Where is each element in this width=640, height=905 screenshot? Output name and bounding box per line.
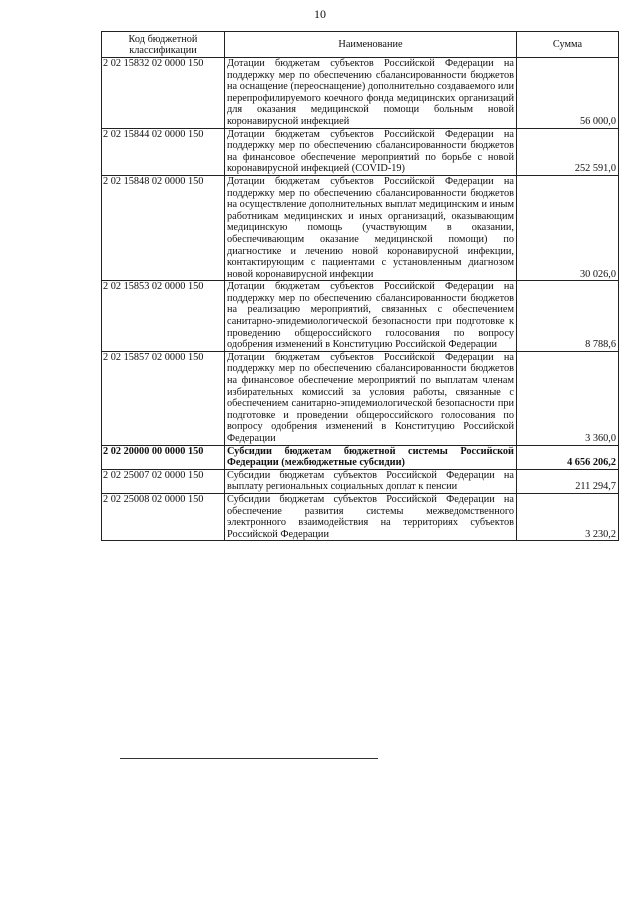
table-row xyxy=(102,469,619,493)
row-code: 2 02 15832 02 0000 150 xyxy=(102,58,225,129)
row-sum: 3 360,0 xyxy=(517,351,619,445)
footer-rule xyxy=(120,758,378,759)
table-row xyxy=(102,493,619,540)
row-code: 2 02 15848 02 0000 150 xyxy=(102,175,225,280)
row-code: 2 02 15853 02 0000 150 xyxy=(102,281,225,352)
header-sum: Сумма xyxy=(517,32,619,58)
row-code: 2 02 15857 02 0000 150 xyxy=(102,351,225,445)
table-row xyxy=(102,128,619,175)
header-name: Наименование xyxy=(225,32,517,58)
row-sum: 30 026,0 xyxy=(517,175,619,280)
row-sum: 56 000,0 xyxy=(517,58,619,129)
table-row-subtotal xyxy=(102,445,619,469)
row-name: Субсидии бюджетам субъектов Российской Федерации на обеспечение развития системы межведомственного электронного взаимодействия на территориях субъектов Российской Федерации xyxy=(225,493,517,540)
row-sum: 3 230,2 xyxy=(517,493,619,540)
row-sum: 211 294,7 xyxy=(517,469,619,493)
table-row xyxy=(102,58,619,129)
row-code: 2 02 25007 02 0000 150 xyxy=(102,469,225,493)
row-name: Субсидии бюджетам бюджетной системы Российской Федерации (межбюджетные субсидии) xyxy=(225,445,517,469)
row-name: Дотации бюджетам субъектов Российской Федерации на поддержку мер по обеспечению сбалансированности бюджетов на реализацию мероприятий, связанных с обеспечением санитарно-эпидемиологической безопасности при подготовке к проведению общероссийского голосования по вопросу одобрения изменений в Конституцию Российской Федерации xyxy=(225,281,517,352)
row-name: Дотации бюджетам субъектов Российской Федерации на поддержку мер по обеспечению сбалансированности бюджетов на осуществление дополнительных выплат медицинским и иным работникам медицинских и иных организаций, оказывающим медицинскую помощь (участвующим в оказании, обеспечивающим оказание медицинской помощи) по диагностике и лечению новой коронавирусной инфекции, контактирующим с пациентами с установленным диагнозом новой коронавирусной инфекции xyxy=(225,175,517,280)
row-sum: 252 591,0 xyxy=(517,128,619,175)
row-name: Дотации бюджетам субъектов Российской Федерации на поддержку мер по обеспечению сбалансированности бюджетов на финансовое обеспечение мероприятий по борьбе с новой коронавирусной инфекцией (COVID-19) xyxy=(225,128,517,175)
table-row xyxy=(102,281,619,352)
header-code: Код бюджетной классификации xyxy=(102,32,225,58)
table-row xyxy=(102,175,619,280)
page-number: 10 xyxy=(314,7,326,21)
row-code: 2 02 15844 02 0000 150 xyxy=(102,128,225,175)
row-name: Субсидии бюджетам субъектов Российской Федерации на выплату региональных социальных доплат к пенсии xyxy=(225,469,517,493)
row-name: Дотации бюджетам субъектов Российской Федерации на поддержку мер по обеспечению сбалансированности бюджетов на финансовое обеспечение мероприятий по выплатам членам избирательных комиссий за условия работы, связанные с обеспечением санитарно-эпидемиологической безопасности при подготовке и проведении общероссийского голосования по вопросу одобрения изменений в Конституцию Российской Федерации xyxy=(225,351,517,445)
table-header-row xyxy=(102,32,619,58)
row-code: 2 02 20000 00 0000 150 xyxy=(102,445,225,469)
row-name: Дотации бюджетам субъектов Российской Федерации на поддержку мер по обеспечению сбалансированности бюджетов на оснащение (переоснащение) дополнительно создаваемого или перепрофилируемого коечного фонда медицинских организаций для оказания медицинской помощи больным новой коронавирусной инфекцией xyxy=(225,58,517,129)
budget-revenue-table xyxy=(101,31,619,541)
row-sum: 8 788,6 xyxy=(517,281,619,352)
row-code: 2 02 25008 02 0000 150 xyxy=(102,493,225,540)
table-row xyxy=(102,351,619,445)
row-sum: 4 656 206,2 xyxy=(517,445,619,469)
